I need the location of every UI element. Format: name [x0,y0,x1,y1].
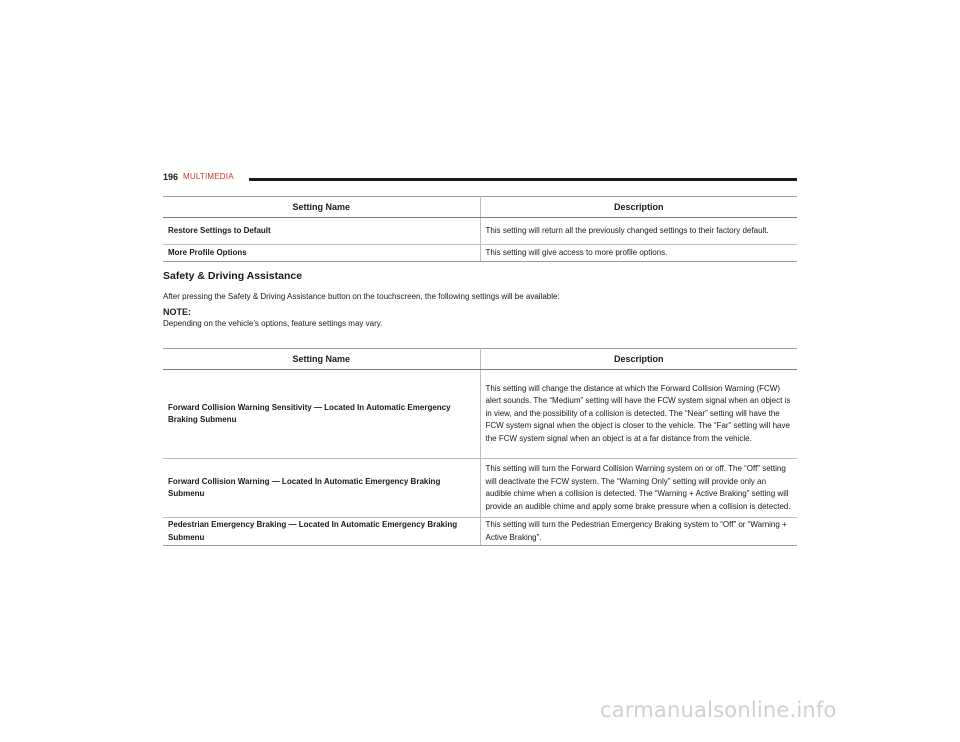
table-row [163,518,797,546]
table-header-row [163,349,797,370]
setting-name-cell: More Profile Options [163,245,480,262]
header-rule [249,178,797,181]
page-header [163,172,797,186]
column-header-setting-name: Setting Name [163,349,480,370]
section-heading: Safety & Driving Assistance [163,270,303,282]
settings-table-profile [163,196,797,262]
note-text: Depending on the vehicle’s options, feature settings may vary. [163,319,383,328]
page-number: 196 [163,172,179,182]
setting-name-cell: Forward Collision Warning Sensitivity — Located In Automatic Emergency Braking Submenu [163,370,480,459]
table-header-row [163,197,797,218]
setting-description-cell: This setting will change the distance at which the Forward Collision Warning (FCW) alert sounds. The “Medium” setting will have the FCW system signal when an object is in view, and the possibility of a collision is detected. The “Near” setting will have the FCW system signal when the object is closer to the vehicle. The “Far” setting will have the FCW system signal when an object is at a far distance from the vehicle. [480,370,797,459]
note-label: NOTE: [163,307,191,317]
setting-description-cell: This setting will return all the previously changed settings to their factory default. [480,218,797,245]
setting-description-cell: This setting will turn the Forward Collision Warning system on or off. The “Off” setting will deactivate the FCW system. The “Warning Only” setting will provide only an audible chime when a collision is detected. The “Warning + Active Braking” setting will provide an audible chime and apply some brake pressure when a collision is detected. [480,459,797,518]
setting-name-cell: Forward Collision Warning — Located In Automatic Emergency Braking Submenu [163,459,480,518]
table-row [163,459,797,518]
table-row [163,245,797,262]
section-name: MULTIMEDIA [183,172,234,181]
setting-description-cell: This setting will give access to more profile options. [480,245,797,262]
section-intro: After pressing the Safety & Driving Assistance button on the touchscreen, the following settings will be available: [163,292,560,301]
settings-table-safety [163,348,797,546]
setting-name-cell: Restore Settings to Default [163,218,480,245]
table-row [163,370,797,459]
watermark: carmanualsonline.info [600,698,837,722]
column-header-description: Description [480,349,797,370]
setting-name-cell: Pedestrian Emergency Braking — Located In Automatic Emergency Braking Submenu [163,518,480,546]
column-header-description: Description [480,197,797,218]
column-header-setting-name: Setting Name [163,197,480,218]
table-row [163,218,797,245]
setting-description-cell: This setting will turn the Pedestrian Emergency Braking system to “Off” or “Warning + Active Braking”. [480,518,797,546]
